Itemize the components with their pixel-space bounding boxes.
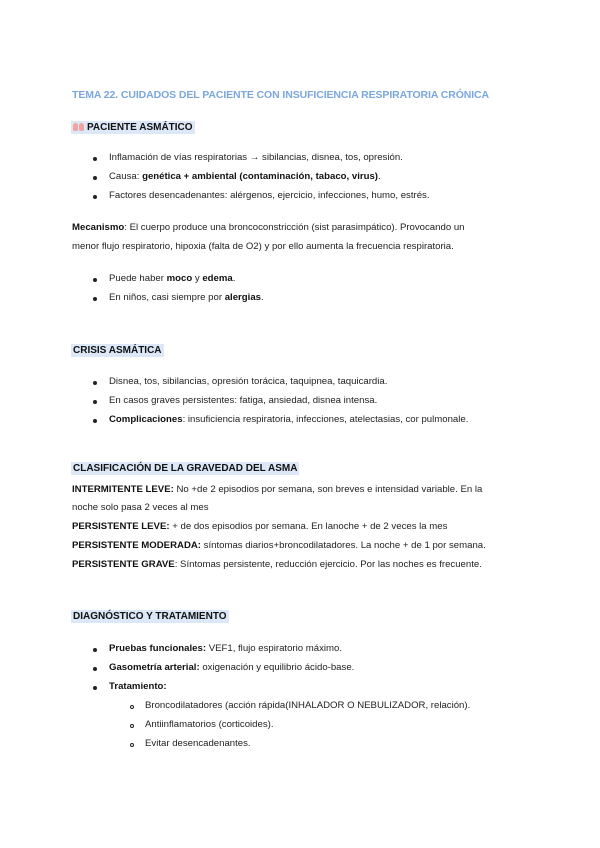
list-item: En niños, casi siempre por alergias. — [109, 292, 264, 303]
list-item: Puede haber moco y edema. — [109, 273, 236, 284]
list-item: En casos graves persistentes: fatiga, ansiedad, disnea intensa. — [109, 395, 378, 406]
list-item: Factores desencadenantes: alérgenos, ejercicio, infecciones, humo, estrés. — [109, 190, 430, 201]
lungs-icon — [73, 122, 84, 131]
bullet-icon — [93, 278, 97, 282]
list-item: Pruebas funcionales: VEF1, flujo espiratorio máximo. — [109, 643, 342, 654]
paragraph-mecanismo: Mecanismo: El cuerpo produce una broncoconstricción (sist parasimpático). Provocando un — [72, 222, 465, 233]
list-item: Gasometría arterial: oxigenación y equilibrio ácido-base. — [109, 662, 355, 673]
sub-bullet-icon — [130, 724, 134, 728]
section-heading-diagnostico: DIAGNÓSTICO Y TRATAMIENTO — [73, 611, 227, 622]
section-heading-paciente-asmatico — [71, 121, 195, 134]
classification-persistente-grave: PERSISTENTE GRAVE: Síntomas persistente, reducción ejercicio. Por las noches es frecuente. — [72, 559, 482, 570]
list-item: Disnea, tos, sibilancias, opresión torácica, taquipnea, taquicardia. — [109, 376, 388, 387]
classification-intermitente-leve-cont: noche solo pasa 2 veces al mes — [72, 502, 209, 513]
bullet-icon — [93, 648, 97, 652]
section-heading-clasificacion: CLASIFICACIÓN DE LA GRAVEDAD DEL ASMA — [73, 463, 298, 474]
bullet-icon — [93, 157, 97, 161]
bullet-icon — [93, 400, 97, 404]
sub-list-item: Evitar desencadenantes. — [145, 738, 251, 749]
bullet-icon — [93, 381, 97, 385]
sub-bullet-icon — [130, 743, 134, 747]
section-heading-crisis-asmatica: CRISIS ASMÁTICA — [73, 345, 162, 356]
document-title: TEMA 22. CUIDADOS DEL PACIENTE CON INSUFICIENCIA RESPIRATORIA CRÓNICA — [72, 89, 490, 101]
classification-persistente-moderada: PERSISTENTE MODERADA: síntomas diarios+broncodilatadores. La noche + de 1 por semana. — [72, 540, 486, 551]
bullet-icon — [93, 667, 97, 671]
sub-list-item: Broncodilatadores (acción rápida(INHALADOR O NEBULIZADOR, relación). — [145, 700, 471, 711]
classification-intermitente-leve: INTERMITENTE LEVE: No +de 2 episodios por semana, son breves e intensidad variable. En la — [72, 484, 483, 495]
sub-list-item: Antiinflamatorios (corticoides). — [145, 719, 274, 730]
bullet-icon — [93, 297, 97, 301]
list-item: Tratamiento: — [109, 681, 167, 692]
list-item: Inflamación de vías respiratorias → sibilancias, disnea, tos, opresión. — [109, 152, 403, 163]
classification-persistente-leve: PERSISTENTE LEVE: + de dos episodios por semana. En lanoche + de 2 veces la mes — [72, 521, 448, 532]
heading-text: PACIENTE ASMÁTICO — [87, 122, 193, 133]
sub-bullet-icon — [130, 705, 134, 709]
bullet-icon — [93, 176, 97, 180]
list-item: Complicaciones: insuficiencia respiratoria, infecciones, atelectasias, cor pulmonale. — [109, 414, 469, 425]
bullet-icon — [93, 419, 97, 423]
bullet-icon — [93, 686, 97, 690]
paragraph-mecanismo-cont: menor flujo respiratorio, hipoxia (falta de O2) y por ello aumenta la frecuencia respiratoria. — [72, 241, 454, 252]
list-item: Causa: genética + ambiental (contaminación, tabaco, virus). — [109, 171, 381, 182]
bullet-icon — [93, 195, 97, 199]
